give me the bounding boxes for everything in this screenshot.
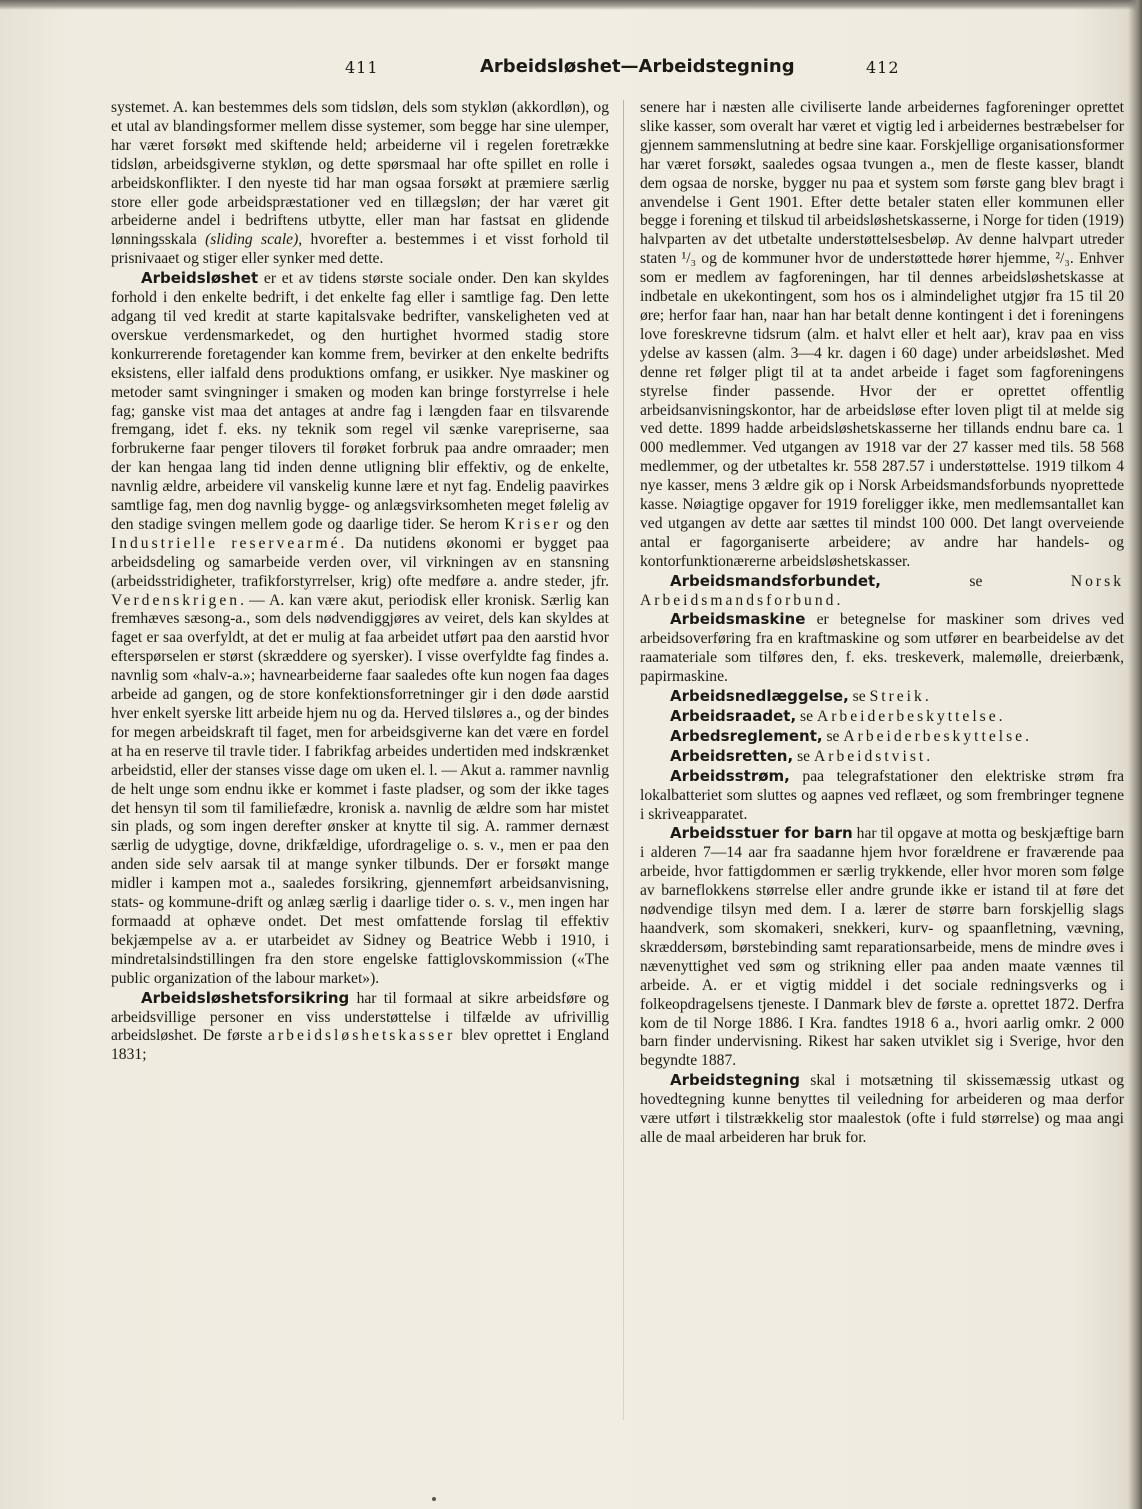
right-page-number: 412 [866, 58, 900, 77]
entry-arbeidsretten [640, 747, 1124, 767]
cross-reference: Arbeiderbeskyttelse [816, 708, 999, 725]
print-speck [432, 1497, 436, 1501]
see-text: se [793, 747, 814, 765]
body-text: systemet. A. kan bestemmes dels som tidsløn, dels som stykløn (akkordløn), og et utal av blandingsformer mellem disse systemer, som begge har sine ulemper, har været forsøkt med skiftende held; arbeiderne vil i regelen foretrække tidsløn, arbeidsgiverne stykløn, og dette spørsmaal har ofte spillet en rolle i arbeidskonflikter. I den nyeste tid har man ogsaa forsøkt at præmiere særlig store eller gode arbeidspræstationer ved en tillægsløn; der har været git arbeiderne andel i bedriftens utbytte, eller man har fastsat en glidende lønningsskala [111, 99, 609, 249]
headword: Arbeidsretten, [670, 746, 794, 765]
body-text: . [1025, 727, 1029, 745]
body-text: senere har i næsten alle civiliserte lande arbeidernes fagforeninger oprettet slike kasser, som overalt har været et vigtig led i arbeidernes bestræbelser for gjennem sammenslutning at bedre sine kaar. Forskjellige organisationsformer har været forsøkt, saaledes ogsaa tvungen a., men de fleste kasser, blandt dem ogsaa de norske, bygger nu paa et system som første gang blev bragt i anvendelse i Gent 1901. Efter dette betaler staten eller kommunen eller begge i forening et tilskud til arbeidsløshetskasserne, i Norge for tiden (1919) halvparten av det utbetalte understøttelsesbeløp. Av denne halvpart utreder staten ¹/₃ og de kommuner hvor de understøttede hører hjemme, ²/₃. Enhver som er medlem av fagforeningen, har til dennes arbeidsløshetskasse at indbetale en ukekontingent, som hos os i almindelighet utgjør fra 15 til 20 øre; herfor faar han, naar han har betalt denne kontingent i det i foreningens love foreskrevne tidsrum (alm. et halvt eller et helt aar), krav paa en viss ydelse av kassen (alm. 3—4 kr. dagen i 60 dage) under arbeidsløshet. Med denne ret følger pligt til at ta andet arbeide i faget som fagforeningens styrelse finder passende. Hvor der er oprettet offentlig arbeidsanvisningskontor, har de arbeidsløse efter loven pligt til at melde sig ved dette. 1899 hadde arbeidsløshetskasserne her tillands endnu bare ca. 1 000 medlemmer. Ved utgangen av 1918 var der 27 kasser med tils. 58 568 medlemmer, og der utbetaltes kr. 558 287.57 i understøttelse. 1919 tilkom 4 nye kasser, mens 3 ældre gik op i Norsk Arbeidsmandsforbunds nyoprettede kasse. Nøiagtige opgaver for 1919 foreligger ikke, men medlemsantallet kan ved utgangen av dette aar sættes til mindst 100 000. Det langt overveiende antal er fagorganiserte arbeidere; av andre har handels- og kontorfunktionærerne arbeidsløshetskasser. [640, 99, 1124, 570]
cross-reference: Arbeiderbeskyttelse [843, 727, 1026, 745]
headword: Arbeidsnedlæggelse, [670, 687, 849, 706]
continued-paragraph [640, 99, 1124, 572]
column-divider [623, 100, 624, 1420]
body-text: . [924, 688, 929, 706]
running-header [0, 52, 1142, 82]
body-text: har til formaal at sikre arbeidsføre og arbeidsvillige personer en viss understøttelse i tilfælde av ufrivillig arbeidsløshet. De første [111, 989, 609, 1045]
cross-reference: Verdenskrigen [111, 591, 241, 609]
see-text: se [848, 688, 870, 706]
headword: Arbeidsløshetsforsikring [141, 988, 350, 1007]
entry-arbeidsstuer-for-barn [640, 824, 1124, 1071]
page-spine-shadow [1128, 0, 1142, 1509]
cross-reference: Streik [869, 688, 925, 706]
headword: Arbeidsmandsforbundet, [670, 571, 881, 590]
entry-arbeidsraadet [640, 707, 1124, 727]
entry-arbeidsloshet [111, 269, 609, 988]
entry-arbeidsloshetsforsikring [111, 989, 609, 1066]
entry-arbeidsmandsforbundet [640, 572, 1124, 611]
body-text: . Da nutidens økonomi er bygget paa arbeidsdeling og samarbeide verden over, vil virkningen av en stansning (arbeidsstridigheter, trafikforstyrrelser, krig) ofte medføre a. andre steder, jfr. [111, 534, 609, 590]
entry-arbeidsnedlaeggelse [640, 687, 1124, 707]
see-text: se [880, 572, 1071, 590]
body-text: . — A. kan være akut, periodisk eller kronisk. Særlig kan fremhæves sæsong-a., som dels nødvendiggjøres av veiret, dels kan skyldes at faget er saa overfyldt, at det er mulig at faa arbeidet utført paa den aarstid hvor efterspørselen er størst (skræddere og syersker). I visse overfyldte fag findes a. navnlig som «halv-a.»; havnearbeiderne faar saaledes ofte kun nogen faa dages arbeide ad gangen, og de store konfektionsforretninger gir i den døde aarstid hver enkelt syerske litt arbeide hjem nu og da. Herved tilsløres a., og der bindes for megen arbeidskraft til faget, men for arbeidsgiverne kan det være en fordel at ha en reserve til travle tider. I fabrikfag arbeides undertiden med indskrænket arbeidstid, eller der stanses visse dage om uken el. l. — Akut a. rammer navnlig de helt unge som endnu ikke er kommet i faste pladser, og som der ikke tages det hensyn til som til familiefædre, kronisk a. navnlig de ældre som har mistet sin plads, og som ingen derefter ønsker at knytte til sig. A. rammer dernæst særlig de udygtige, dovne, drikfældige, ufordragelige o. s. v., men er paa den anden side selv aarsak til at mange synker tilbunds. Der er forsøkt mange midler i kampen mot a., saaledes forsikring, gjennemført arbeidsanvisning, stats- og kommune-drift og anlæg særlig i daarlige tider o. s. v., men ingen har formaadd at ophæve ondet. Det mest omfattende forslag til effektiv bekjæmpelse av a. er utarbeidet av Sidney og Beatrice Webb i 1910, i mindretalsindstillingen fra den store engelske fattiglovskommission («The public organization of the labour market»). [111, 591, 610, 987]
body-text: . [926, 747, 931, 765]
headword: Arbeidsraadet, [670, 707, 797, 725]
headword: Arbeidsmaskine [670, 610, 806, 629]
entry-arbeidstegning [640, 1071, 1124, 1148]
body-text: er betegnelse for maskiner som drives ved arbeidsoverføring fra en kraftmaskine og som utfører en bearbeidelse av det raamateriale som tilføres den, f. eks. treskeverk, malemølle, dreierbænk, papirmaskine. [640, 611, 1124, 686]
headword: Arbeidsløshet [141, 269, 259, 288]
headword: Arbedsreglement, [670, 726, 823, 745]
see-text: se [796, 708, 817, 725]
body-text: skal i motsætning til skissemæssig utkast og hovedtegning kunne benyttes til veiledning for arbeideren og maa derfor være utført i tilstrækkelig stor maalestok (ofte i fuld størrelse) og maa angi alle de maal arbeideren har bruk for. [640, 1072, 1124, 1146]
cross-reference: Arbeidstvist [813, 747, 927, 765]
body-text: blev oprettet i England 1831; [111, 1027, 610, 1064]
cross-reference: Industrielle reservearmé [111, 534, 341, 552]
body-text: og den [561, 515, 609, 533]
entry-arbeidsstrom [640, 767, 1124, 825]
headword: Arbeidsstrøm, [670, 766, 790, 785]
cross-reference: Norsk Arbeidsmandsforbund [640, 572, 1124, 609]
left-column [111, 99, 609, 1065]
headword: Arbeidsstuer for barn [670, 824, 853, 843]
page-top-shadow [0, 0, 1142, 10]
continued-paragraph [111, 99, 609, 269]
body-text: er et av tidens største sociale onder. Den kan skyldes forhold i den enkelte bedrift, i det enkelte fag eller i samtlige fag. Den lette adgang til ved kredit at starte kapitalsvake bedrifter, vanskeligheten ved at overskue verdensmarkedet, og den hurtighet hvormed stadig store konkurrerende foretagender kan komme frem, bevirker at den enkelte bedrifts eksistens, eller ialfald dens produktions omfang, er usikker. Nye maskiner og metoder samt svingninger i smaken og moden kan bringe forstyrrelse i hele fag; ganske vist maa det antages at andre fag i længden faar en tilsvarende fremgang, idet f. eks. ny teknik som regel vil sænke varepriserne, saa forbrukerne faar penger tilovers til forøket forbruk paa andre omraader; men der kan hengaa lang tid inden denne utligning blir effektiv, og de enkelte, navnlig ældre, arbeidere vil vanskelig kunne lære et nyt fag. Endelig paavirkes samtlige fag, men dog navnlig bygge- og anlægsvirksomheten meget følelig av den stadige svingen mellem gode og daarlige tider. Se herom [111, 270, 609, 533]
spaced-term: arbeidsløshetskasser [268, 1027, 456, 1045]
entry-arbedsreglement [640, 727, 1124, 747]
entry-arbeidsmaskine [640, 610, 1124, 687]
see-text: se [822, 727, 844, 745]
body-text: har til opgave at motta og beskjæftige barn i alderen 7—14 aar fra saadanne hjem hvor forældrene er fraværende paa arbeide, hvor fattigdommen er særlig trykkende, eller hvor moren som følge av barneflokkens størrelse eller andre grunde ikke er istand til at føre det nødvendige tilsyn med dem. I a. lærer de større barn forskjellig slags haandverk, som skomakeri, snekkeri, kurv- og spaanfletning, vævning, skræddersøm, børstebinding samt reparationsarbeide, mens de mindre øves i nævenyttighet ved søm og strikning eller paa anden maate vænnes til arbeide. A. er et vigtig middel i det sociale redningsverks og i folkeopdragelsens tjeneste. I Danmark blev de første a. oprettet 1872. Derfra kom de til Norge 1886. I Kra. fandtes 1918 6 a., hvori aarlig omkr. 2 000 barn finder undervisning. Rikest har saken utviklet sig i Sverige, hvor den begyndte 1887. [640, 825, 1124, 1070]
body-text: , hvorefter a. bestemmes i et visst forhold til prisnivaaet og stiger eller synker med dette. [111, 231, 609, 268]
body-text: . [836, 591, 841, 609]
running-title: Arbeidsløshet—Arbeidstegning [480, 56, 795, 77]
body-text: . [998, 708, 1003, 725]
right-column [640, 99, 1124, 1148]
headword: Arbeidstegning [670, 1071, 801, 1090]
italic-term: (sliding scale) [205, 231, 299, 249]
cross-reference: Kriser [504, 515, 562, 533]
left-page-number: 411 [345, 58, 379, 77]
body-text: paa telegrafstationer den elektriske strøm fra lokalbatteriet som sluttes og aapnes ved reflæet, og som frembringer tegnene i skriveapparatet. [640, 767, 1124, 823]
